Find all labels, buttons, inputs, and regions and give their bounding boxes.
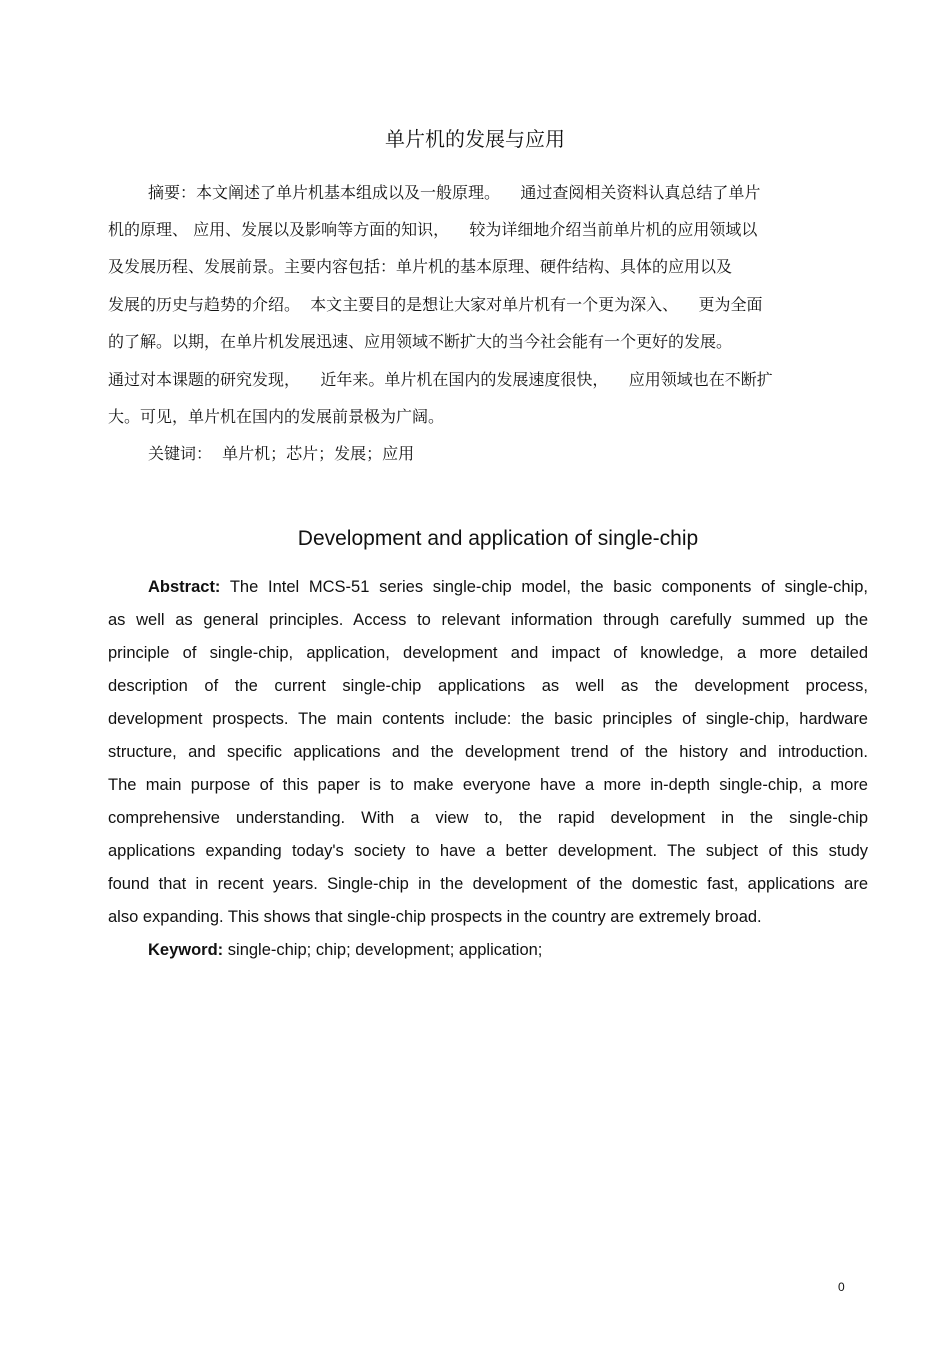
chinese-abstract-line: 机的原理、 应用、发展以及影响等方面的知识， 较为详细地介绍当前单片机的应用领域以 <box>108 220 758 239</box>
english-abstract-line: The main purpose of this paper is to make everyone have a more in-depth single-chip, a more <box>108 776 868 794</box>
chinese-abstract-line: 的了解。以期，在单片机发展迅速、应用领域不断扩大的当今社会能有一个更好的发展。 <box>108 332 733 351</box>
english-keywords <box>148 939 868 961</box>
english-abstract-line: principle of single-chip, application, development and impact of knowledge, a more detailed <box>108 644 868 662</box>
english-abstract-line: description of the current single-chip applications as well as the development process, <box>108 677 868 695</box>
english-abstract-line: as well as general principles. Access to relevant information through carefully summed up the <box>108 611 868 629</box>
english-abstract-line: comprehensive understanding. With a view to, the rapid development in the single-chip <box>108 809 868 827</box>
english-abstract-first-line <box>148 576 868 598</box>
chinese-keywords: 关键词： 单片机；芯片；发展；应用 <box>148 444 415 463</box>
keyword-label: Keyword: <box>148 941 224 959</box>
chinese-abstract-line: 及发展历程、发展前景。主要内容包括：单片机的基本原理、硬件结构、具体的应用以及 <box>108 257 733 276</box>
chinese-title: 单片机的发展与应用 <box>385 127 565 151</box>
chinese-abstract-line: 发展的历史与趋势的介绍。 本文主要目的是想让大家对单片机有一个更为深入、 更为全面 <box>108 295 763 314</box>
english-title: Development and application of single-chip <box>297 527 699 550</box>
english-abstract-line: structure, and specific applications and the development trend of the history and introduction. <box>108 743 868 761</box>
english-abstract-line: found that in recent years. Single-chip in the development of the domestic fast, applications are <box>108 875 868 893</box>
chinese-abstract-line: 摘要：本文阐述了单片机基本组成以及一般原理。 通过查阅相关资料认真总结了单片 <box>148 183 761 202</box>
keyword-text: single-chip; chip; development; application; <box>223 941 543 959</box>
page-number: 0 <box>838 1280 845 1294</box>
english-abstract-line: also expanding. This shows that single-chip prospects in the country are extremely broad. <box>108 908 762 926</box>
abstract-label: Abstract: <box>148 578 221 596</box>
english-abstract-line: applications expanding today's society to have a better development. The subject of this study <box>108 842 868 860</box>
chinese-abstract-line: 通过对本课题的研究发现， 近年来。单片机在国内的发展速度很快， 应用领域也在不断扩 <box>108 370 773 389</box>
chinese-abstract-line: 大。可见，单片机在国内的发展前景极为广阔。 <box>108 407 445 426</box>
english-abstract-line: development prospects. The main contents include: the basic principles of single-chip, hardware <box>108 710 868 728</box>
abstract-first-text: The Intel MCS-51 series single-chip model, the basic components of single-chip, <box>220 578 868 596</box>
